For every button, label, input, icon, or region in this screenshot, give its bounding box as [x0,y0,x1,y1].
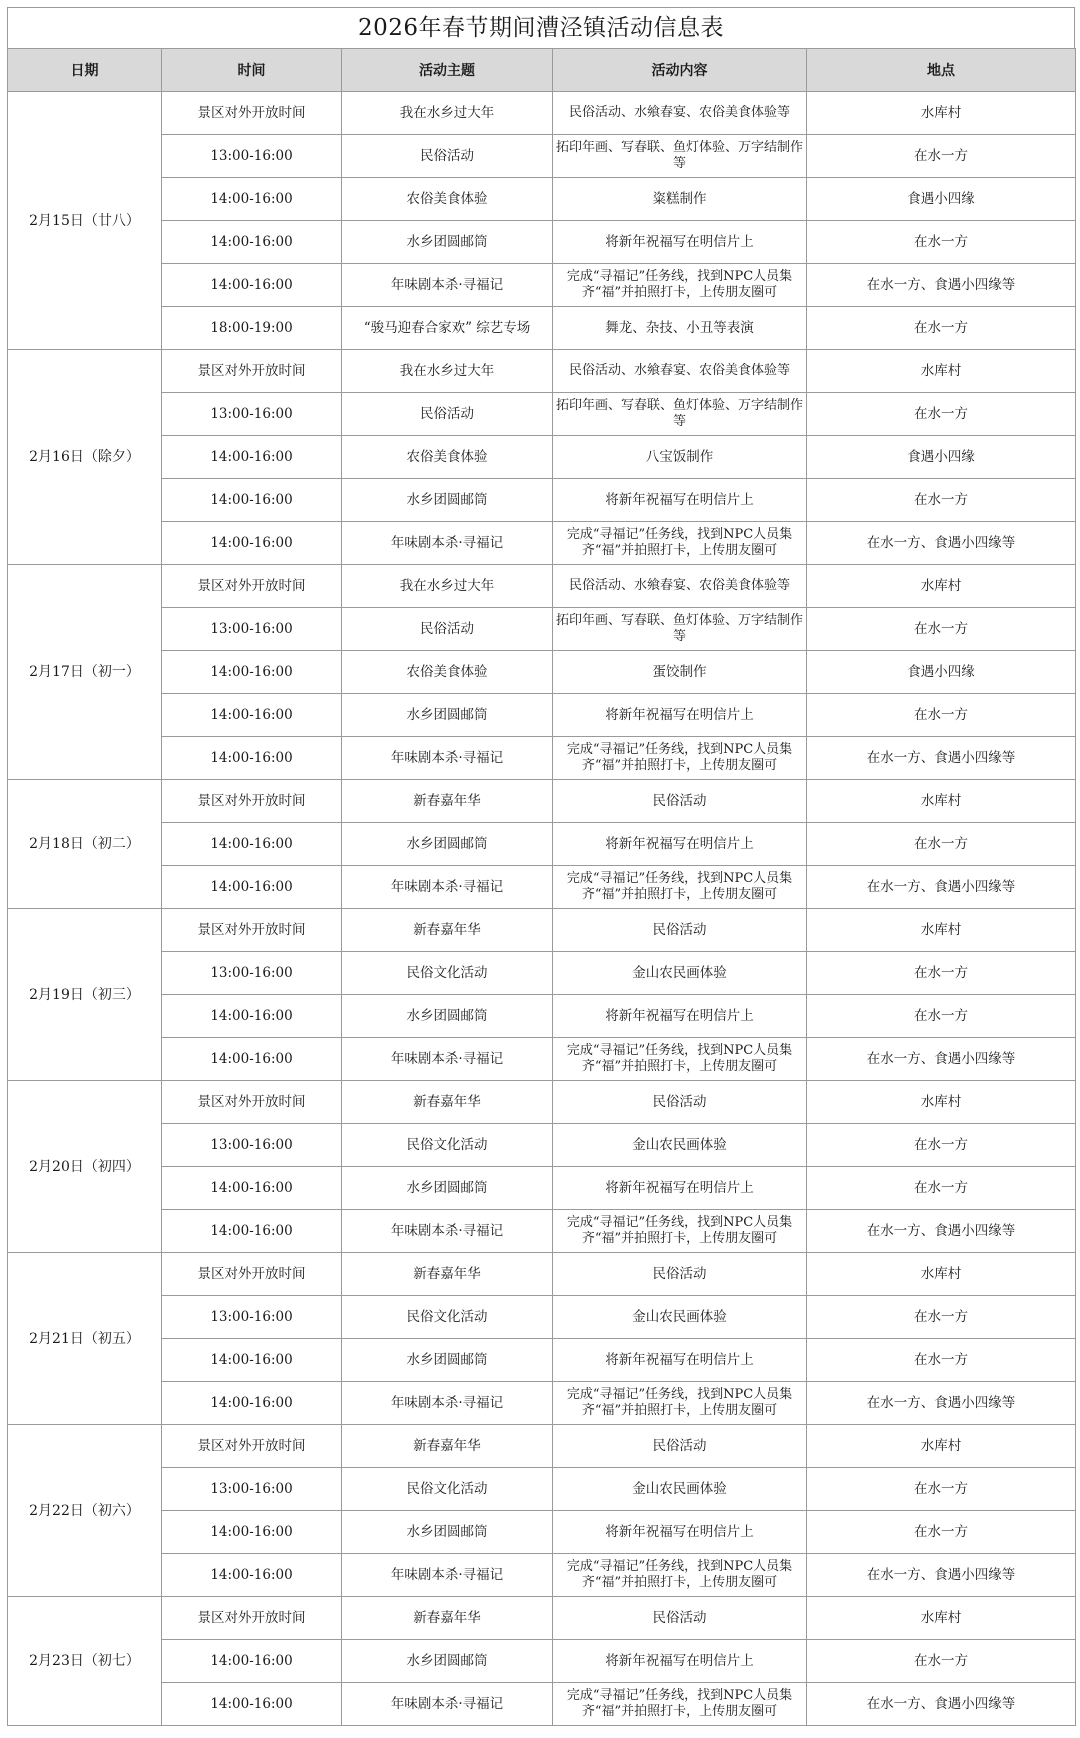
location-cell: 在水一方 [807,952,1076,995]
location-cell: 在水一方 [807,694,1076,737]
header-location: 地点 [807,49,1076,92]
theme-cell: 民俗文化活动 [342,1296,553,1339]
theme-cell: 年味剧本杀·寻福记 [342,1683,553,1726]
theme-cell: 年味剧本杀·寻福记 [342,866,553,909]
content-cell: 将新年祝福写在明信片上 [553,694,807,737]
table-row [8,823,1076,866]
location-cell: 水库村 [807,780,1076,823]
table-row [8,565,1076,608]
content-cell: 将新年祝福写在明信片上 [553,1167,807,1210]
theme-cell: 年味剧本杀·寻福记 [342,1038,553,1081]
theme-cell: 我在水乡过大年 [342,350,553,393]
header-row [8,49,1076,92]
content-cell: 拓印年画、写春联、鱼灯体验、万字结制作等 [553,608,807,651]
time-cell: 景区对外开放时间 [162,92,342,135]
table-row [8,1683,1076,1726]
location-cell: 在水一方、食遇小四缘等 [807,522,1076,565]
table-row [8,307,1076,350]
date-cell: 2月17日（初一） [8,565,162,780]
location-cell: 水库村 [807,350,1076,393]
time-cell: 景区对外开放时间 [162,780,342,823]
time-cell: 14:00-16:00 [162,1210,342,1253]
location-cell: 在水一方、食遇小四缘等 [807,1683,1076,1726]
theme-cell: 水乡团圆邮筒 [342,694,553,737]
theme-cell: 我在水乡过大年 [342,565,553,608]
time-cell: 14:00-16:00 [162,479,342,522]
theme-cell: 农俗美食体验 [342,178,553,221]
time-cell: 13:00-16:00 [162,1468,342,1511]
location-cell: 水库村 [807,1081,1076,1124]
theme-cell: 民俗文化活动 [342,952,553,995]
location-cell: 食遇小四缘 [807,436,1076,479]
theme-cell: 年味剧本杀·寻福记 [342,737,553,780]
time-cell: 14:00-16:00 [162,995,342,1038]
schedule-table [7,48,1076,1726]
location-cell: 食遇小四缘 [807,178,1076,221]
date-cell: 2月20日（初四） [8,1081,162,1253]
content-cell: 拓印年画、写春联、鱼灯体验、万字结制作等 [553,135,807,178]
table-row [8,1210,1076,1253]
location-cell: 在水一方 [807,307,1076,350]
content-cell: 金山农民画体验 [553,1468,807,1511]
theme-cell: 民俗活动 [342,135,553,178]
location-cell: 在水一方、食遇小四缘等 [807,264,1076,307]
header-time: 时间 [162,49,342,92]
theme-cell: 农俗美食体验 [342,651,553,694]
theme-cell: 新春嘉年华 [342,780,553,823]
time-cell: 13:00-16:00 [162,1124,342,1167]
header-content: 活动内容 [553,49,807,92]
time-cell: 景区对外开放时间 [162,1253,342,1296]
theme-cell: 水乡团圆邮筒 [342,823,553,866]
table-row [8,522,1076,565]
location-cell: 在水一方 [807,221,1076,264]
table-row [8,1554,1076,1597]
time-cell: 14:00-16:00 [162,1640,342,1683]
table-row [8,1124,1076,1167]
table-row [8,436,1076,479]
theme-cell: 新春嘉年华 [342,1081,553,1124]
table-row [8,780,1076,823]
location-cell: 食遇小四缘 [807,651,1076,694]
theme-cell: 水乡团圆邮筒 [342,1511,553,1554]
location-cell: 水库村 [807,1425,1076,1468]
content-cell: 完成“寻福记”任务线，找到NPC人员集齐“福”并拍照打卡，上传朋友圈可 [553,866,807,909]
content-cell: 民俗活动、水飨春宴、农俗美食体验等 [553,92,807,135]
location-cell: 在水一方、食遇小四缘等 [807,1038,1076,1081]
time-cell: 14:00-16:00 [162,1382,342,1425]
content-cell: 完成“寻福记”任务线，找到NPC人员集齐“福”并拍照打卡，上传朋友圈可 [553,522,807,565]
time-cell: 14:00-16:00 [162,178,342,221]
location-cell: 在水一方 [807,823,1076,866]
theme-cell: 水乡团圆邮筒 [342,1339,553,1382]
table-row [8,135,1076,178]
location-cell: 在水一方 [807,995,1076,1038]
table-row [8,1511,1076,1554]
time-cell: 14:00-16:00 [162,1554,342,1597]
time-cell: 14:00-16:00 [162,1038,342,1081]
header-date: 日期 [8,49,162,92]
content-cell: 完成“寻福记”任务线，找到NPC人员集齐“福”并拍照打卡，上传朋友圈可 [553,1038,807,1081]
time-cell: 13:00-16:00 [162,952,342,995]
theme-cell: 水乡团圆邮筒 [342,1640,553,1683]
table-row [8,608,1076,651]
table-row [8,694,1076,737]
table-row [8,737,1076,780]
time-cell: 14:00-16:00 [162,436,342,479]
location-cell: 在水一方 [807,1468,1076,1511]
content-cell: 舞龙、杂技、小丑等表演 [553,307,807,350]
location-cell: 水库村 [807,92,1076,135]
table-row [8,1339,1076,1382]
content-cell: 民俗活动 [553,1081,807,1124]
theme-cell: 新春嘉年华 [342,1253,553,1296]
table-row [8,866,1076,909]
time-cell: 14:00-16:00 [162,1511,342,1554]
content-cell: 完成“寻福记”任务线，找到NPC人员集齐“福”并拍照打卡，上传朋友圈可 [553,737,807,780]
content-cell: 将新年祝福写在明信片上 [553,1511,807,1554]
theme-cell: 水乡团圆邮筒 [342,1167,553,1210]
location-cell: 在水一方 [807,1640,1076,1683]
theme-cell: 民俗文化活动 [342,1124,553,1167]
time-cell: 13:00-16:00 [162,1296,342,1339]
table-row [8,264,1076,307]
time-cell: 14:00-16:00 [162,221,342,264]
table-row [8,479,1076,522]
table-row [8,1038,1076,1081]
schedule-sheet [7,7,1075,1726]
time-cell: 14:00-16:00 [162,522,342,565]
content-cell: 完成“寻福记”任务线，找到NPC人员集齐“福”并拍照打卡，上传朋友圈可 [553,1210,807,1253]
content-cell: 民俗活动、水飨春宴、农俗美食体验等 [553,350,807,393]
theme-cell: 年味剧本杀·寻福记 [342,264,553,307]
theme-cell: 水乡团圆邮筒 [342,479,553,522]
theme-cell: 水乡团圆邮筒 [342,995,553,1038]
date-cell: 2月18日（初二） [8,780,162,909]
theme-cell: 民俗活动 [342,608,553,651]
theme-cell: 年味剧本杀·寻福记 [342,1210,553,1253]
table-row [8,1468,1076,1511]
date-cell: 2月23日（初七） [8,1597,162,1726]
time-cell: 景区对外开放时间 [162,1081,342,1124]
content-cell: 完成“寻福记”任务线，找到NPC人员集齐“福”并拍照打卡，上传朋友圈可 [553,1382,807,1425]
time-cell: 14:00-16:00 [162,651,342,694]
content-cell: 民俗活动 [553,1425,807,1468]
content-cell: 拓印年画、写春联、鱼灯体验、万字结制作等 [553,393,807,436]
theme-cell: 民俗活动 [342,393,553,436]
header-theme: 活动主题 [342,49,553,92]
time-cell: 14:00-16:00 [162,1683,342,1726]
content-cell: 将新年祝福写在明信片上 [553,995,807,1038]
time-cell: 14:00-16:00 [162,823,342,866]
table-row [8,651,1076,694]
content-cell: 民俗活动 [553,780,807,823]
location-cell: 在水一方 [807,135,1076,178]
table-row [8,952,1076,995]
time-cell: 景区对外开放时间 [162,565,342,608]
table-row [8,1640,1076,1683]
content-cell: 将新年祝福写在明信片上 [553,1339,807,1382]
location-cell: 水库村 [807,565,1076,608]
time-cell: 14:00-16:00 [162,1167,342,1210]
location-cell: 在水一方、食遇小四缘等 [807,866,1076,909]
time-cell: 景区对外开放时间 [162,1425,342,1468]
content-cell: 金山农民画体验 [553,1296,807,1339]
table-row [8,995,1076,1038]
table-row [8,92,1076,135]
content-cell: 完成“寻福记”任务线，找到NPC人员集齐“福”并拍照打卡，上传朋友圈可 [553,1554,807,1597]
content-cell: 粢糕制作 [553,178,807,221]
content-cell: 将新年祝福写在明信片上 [553,479,807,522]
theme-cell: 我在水乡过大年 [342,92,553,135]
date-cell: 2月22日（初六） [8,1425,162,1597]
content-cell: 将新年祝福写在明信片上 [553,221,807,264]
content-cell: 完成“寻福记”任务线，找到NPC人员集齐“福”并拍照打卡，上传朋友圈可 [553,264,807,307]
theme-cell: 新春嘉年华 [342,1425,553,1468]
table-row [8,1425,1076,1468]
content-cell: 蛋饺制作 [553,651,807,694]
theme-cell: 新春嘉年华 [342,1597,553,1640]
time-cell: 13:00-16:00 [162,135,342,178]
time-cell: 景区对外开放时间 [162,350,342,393]
table-row [8,1597,1076,1640]
date-cell: 2月15日（廿八） [8,92,162,350]
location-cell: 水库村 [807,1597,1076,1640]
theme-cell: 水乡团圆邮筒 [342,221,553,264]
date-cell: 2月21日（初五） [8,1253,162,1425]
theme-cell: 农俗美食体验 [342,436,553,479]
location-cell: 在水一方 [807,479,1076,522]
theme-cell: 年味剧本杀·寻福记 [342,1554,553,1597]
content-cell: 将新年祝福写在明信片上 [553,1640,807,1683]
content-cell: 完成“寻福记”任务线，找到NPC人员集齐“福”并拍照打卡，上传朋友圈可 [553,1683,807,1726]
table-row [8,1296,1076,1339]
theme-cell: 新春嘉年华 [342,909,553,952]
content-cell: 将新年祝福写在明信片上 [553,823,807,866]
table-row [8,1167,1076,1210]
content-cell: 金山农民画体验 [553,952,807,995]
theme-cell: “骏马迎春合家欢” 综艺专场 [342,307,553,350]
time-cell: 14:00-16:00 [162,737,342,780]
table-row [8,1382,1076,1425]
location-cell: 在水一方、食遇小四缘等 [807,737,1076,780]
content-cell: 八宝饭制作 [553,436,807,479]
table-row [8,1253,1076,1296]
time-cell: 13:00-16:00 [162,393,342,436]
location-cell: 在水一方 [807,1296,1076,1339]
location-cell: 在水一方、食遇小四缘等 [807,1554,1076,1597]
content-cell: 金山农民画体验 [553,1124,807,1167]
location-cell: 在水一方 [807,1511,1076,1554]
theme-cell: 年味剧本杀·寻福记 [342,1382,553,1425]
content-cell: 民俗活动 [553,909,807,952]
time-cell: 14:00-16:00 [162,264,342,307]
date-cell: 2月16日（除夕） [8,350,162,565]
time-cell: 13:00-16:00 [162,608,342,651]
date-cell: 2月19日（初三） [8,909,162,1081]
location-cell: 水库村 [807,1253,1076,1296]
page-title: 2026年春节期间漕泾镇活动信息表 [7,7,1075,48]
time-cell: 景区对外开放时间 [162,909,342,952]
location-cell: 在水一方、食遇小四缘等 [807,1382,1076,1425]
location-cell: 在水一方 [807,1124,1076,1167]
time-cell: 14:00-16:00 [162,694,342,737]
content-cell: 民俗活动 [553,1597,807,1640]
location-cell: 在水一方 [807,393,1076,436]
time-cell: 14:00-16:00 [162,866,342,909]
table-row [8,909,1076,952]
content-cell: 民俗活动 [553,1253,807,1296]
content-cell: 民俗活动、水飨春宴、农俗美食体验等 [553,565,807,608]
location-cell: 在水一方 [807,608,1076,651]
location-cell: 在水一方 [807,1167,1076,1210]
time-cell: 景区对外开放时间 [162,1597,342,1640]
location-cell: 在水一方、食遇小四缘等 [807,1210,1076,1253]
location-cell: 水库村 [807,909,1076,952]
time-cell: 18:00-19:00 [162,307,342,350]
table-row [8,393,1076,436]
time-cell: 14:00-16:00 [162,1339,342,1382]
theme-cell: 年味剧本杀·寻福记 [342,522,553,565]
table-row [8,221,1076,264]
table-row [8,350,1076,393]
theme-cell: 民俗文化活动 [342,1468,553,1511]
table-row [8,178,1076,221]
schedule-body [8,92,1076,1726]
location-cell: 在水一方 [807,1339,1076,1382]
table-row [8,1081,1076,1124]
